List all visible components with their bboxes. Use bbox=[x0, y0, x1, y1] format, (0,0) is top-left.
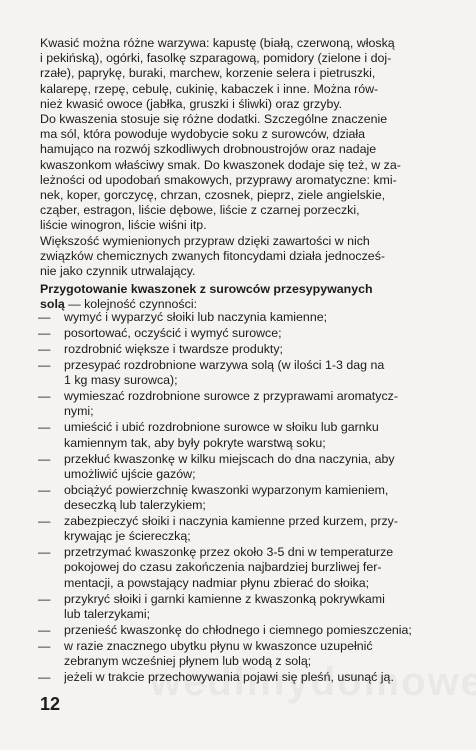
page-number: 12 bbox=[40, 694, 61, 714]
step-item bbox=[38, 483, 464, 513]
step-dash: — bbox=[38, 622, 51, 637]
steps-list bbox=[38, 310, 464, 686]
step-text-line: przekłuć kwaszonkę w kilku miejscach do dna naczynia, aby bbox=[64, 451, 395, 466]
step-dash: — bbox=[38, 591, 51, 606]
step-item bbox=[38, 452, 464, 482]
step-item bbox=[38, 639, 464, 669]
step-dash: — bbox=[38, 638, 51, 653]
intro-line: nie jako czynnik utrwalający. bbox=[40, 264, 196, 279]
step-text-line: wymieszać rozdrobnione surowce z przyprawami aromatycz- bbox=[64, 389, 398, 404]
step-item bbox=[38, 670, 464, 685]
step-text-line: jeżeli w trakcie przechowywania pojawi się pleśń, usunąć ją. bbox=[64, 670, 394, 685]
intro-line: rzałe), paprykę, buraki, marchew, korzenie selera i pietruszki, bbox=[40, 66, 376, 81]
intro-line: liście winogron, liście wiśni itp. bbox=[40, 218, 207, 233]
section-heading-bold: solą bbox=[40, 297, 65, 312]
step-text-line: przykryć słoiki i garnki kamienne z kwaszonką pokrywkami bbox=[64, 591, 385, 606]
step-dash: — bbox=[38, 545, 51, 560]
intro-line: kwaszonkom właściwy smak. Do kwaszonek dodaje się też, w za- bbox=[40, 157, 401, 172]
step-text-line: przenieść kwaszonkę do chłodnego i ciemnego pomieszczenia; bbox=[64, 622, 412, 637]
intro-line: Do kwaszenia stosuje się różne dodatki. Szczególne znaczenie bbox=[40, 112, 388, 127]
step-text-line: zebranym wcześniej płynem lub wodą z solą; bbox=[64, 654, 312, 669]
step-text-line: umieścić i ubić rozdrobnione surowce w słoiku lub garnku bbox=[64, 420, 379, 435]
step-dash: — bbox=[38, 326, 51, 340]
step-text-line: wymyć i wyparzyć słoiki lub naczynia kamienne; bbox=[64, 310, 328, 324]
step-item bbox=[38, 545, 464, 591]
section-heading-line: Przygotowanie kwaszonek z surowców przesypywanych bbox=[40, 282, 373, 296]
step-item bbox=[38, 514, 464, 544]
step-dash: — bbox=[38, 514, 51, 529]
step-dash: — bbox=[38, 389, 51, 404]
step-dash: — bbox=[38, 420, 51, 435]
intro-line: nek, koper, gorczycę, chrzan, czosnek, pieprz, ziele angielskie, bbox=[40, 188, 386, 203]
step-text-line: mentacji, a powstający nadmiar płynu zbierać do słoika; bbox=[64, 575, 370, 590]
step-dash: — bbox=[38, 358, 51, 372]
section-heading bbox=[40, 282, 460, 312]
step-text-line: posortować, oczyścić i wymyć surowce; bbox=[64, 326, 282, 340]
step-text-line: lub talerzykami; bbox=[64, 606, 151, 621]
intro-line: i pekińską), ogórki, fasolkę szparagową, pomidory (zielone i doj- bbox=[40, 51, 392, 66]
step-item bbox=[38, 389, 464, 419]
intro-line: leżności od upodobań smakowych, przyprawy aromatyczne: kmi- bbox=[40, 172, 397, 187]
step-dash: — bbox=[38, 482, 51, 497]
step-text-line: rozdrobnić większe i twardsze produkty; bbox=[64, 342, 283, 356]
step-dash: — bbox=[38, 342, 51, 356]
intro-line: kalarepę, rzepę, cebulę, cukinię, kabaczek i inne. Można rów- bbox=[40, 81, 379, 96]
step-item bbox=[38, 358, 464, 388]
step-text-line: pokojowej do czasu zakończenia najbardziej burzliwej fer- bbox=[64, 560, 382, 575]
intro-line: Kwasić można różne warzywa: kapustę (białą, czerwoną, włoską bbox=[40, 36, 395, 50]
intro-line: nież kwasić owoce (jabłka, gruszki i śliwki) oraz grzyby. bbox=[40, 96, 343, 111]
step-item bbox=[38, 592, 464, 622]
intro-line: cząber, estragon, liście dębowe, liście z czarnej porzeczki, bbox=[40, 203, 360, 218]
intro-paragraphs bbox=[40, 36, 460, 279]
step-item bbox=[38, 623, 464, 638]
step-text-line: nymi; bbox=[64, 404, 94, 419]
step-dash: — bbox=[38, 670, 51, 685]
step-text-line: obciążyć powierzchnię kwaszonki wyparzonym kamieniem, bbox=[64, 482, 389, 497]
step-text-line: umożliwić ujście gazów; bbox=[64, 466, 196, 481]
step-text-line: kamiennym tak, aby były pokryte warstwą soku; bbox=[64, 435, 326, 450]
intro-line: związków chemicznych zwanych fitoncydami działa jednocześ- bbox=[40, 248, 386, 263]
step-item bbox=[38, 310, 464, 325]
step-item bbox=[38, 420, 464, 450]
step-text-line: przetrzymać kwaszonkę przez około 3-5 dni w temperaturze bbox=[64, 545, 394, 560]
step-text-line: w razie znacznego ubytku płynu w kwaszonce uzupełnić bbox=[64, 638, 373, 653]
step-dash: — bbox=[38, 451, 51, 466]
step-text-line: deseczką lub talerzykiem; bbox=[64, 498, 206, 513]
intro-line: hamująco na rozwój szkodliwych drobnoustrojów oraz nadaje bbox=[40, 142, 377, 157]
intro-line: Większość wymienionych przypraw dzięki zawartości w nich bbox=[40, 233, 370, 248]
step-item bbox=[38, 326, 464, 341]
step-text-line: zabezpieczyć słoiki i naczynia kamienne przed kurzem, przy- bbox=[64, 514, 398, 529]
step-dash: — bbox=[38, 310, 51, 324]
step-text-line: przesypać rozdrobnione warzywa solą (w ilości 1-3 dag na bbox=[64, 358, 385, 372]
step-item bbox=[38, 342, 464, 357]
step-text-line: 1 kg masy surowca); bbox=[64, 373, 178, 388]
step-text-line: krywając je ściereczką; bbox=[64, 529, 191, 544]
intro-line: ma sól, która powoduje wydobycie soku z surowców, działa bbox=[40, 127, 366, 142]
section-heading-subtitle: — kolejność czynności: bbox=[64, 297, 198, 312]
